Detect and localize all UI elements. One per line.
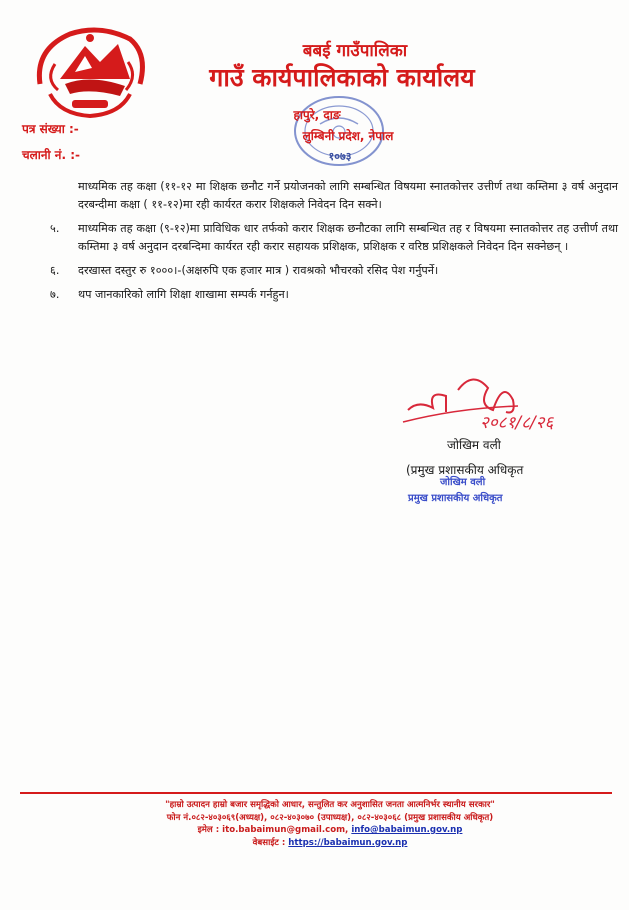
municipality-name: बबई गाउँपालिका	[302, 41, 408, 61]
footer-email	[60, 824, 600, 837]
stamp-number: १०७३	[328, 150, 352, 163]
location-line-1: हापुरे, दाङ	[293, 108, 341, 122]
paragraph-text: थप जानकारिको लागि शिक्षा शाखामा सम्पर्क गर्नहुन।	[78, 288, 289, 301]
paragraph-number: ५.	[50, 222, 60, 235]
body-paragraph	[50, 220, 618, 256]
body-paragraph	[50, 286, 618, 304]
paragraph-number: ७.	[50, 288, 60, 301]
footer	[60, 799, 600, 849]
paragraph-text: माध्यमिक तह कक्षा (११-१२ मा शिक्षक छनौट गर्ने प्रयोजनको लागि सम्बन्धित विषयमा स्नातकोत्तर उत्तीर्ण तथा कम्तिमा ३ वर्ष अनुदान दरबन्दीमा कक्षा ( ११-१२)मा रही कार्यरत करार शिक्षकले निवेदन दिन सक्ने।	[78, 180, 618, 211]
footer-website-link[interactable]: https://babaimun.gov.np	[288, 837, 408, 848]
footer-email-label: इमेल : ito.babaimun@gmail.com,	[197, 825, 349, 835]
dispatch-number-label: चलानी नं. :-	[22, 148, 80, 162]
paragraph-text: दरखास्त दस्तुर रु १०००।-(अक्षरुपि एक हजार मात्र ) रावश्रको भौचरको रसिद पेश गर्नुपर्ने।	[78, 264, 439, 277]
footer-phone: फोन नं.०८२-४०३०६९(अध्यक्ष), ०८२-४०३०७० (उपाध्यक्ष), ०८२-४०३०६८ (प्रमुख प्रशासकीय अधिकृत)	[166, 812, 494, 823]
footer-website	[60, 837, 600, 850]
footer-motto: "हाम्रो उत्पादन हाम्रो बजार समृद्धिको आधार, सन्तुलित कर अनुशासित जनता आत्मनिर्भर स्थानीय सरकार"	[165, 800, 495, 810]
body-paragraph	[50, 262, 618, 280]
footer-email-link[interactable]: info@babaimun.gov.np	[351, 825, 463, 835]
stamp-signatory-title: प्रमुख प्रशासकीय अधिकृत	[408, 493, 503, 504]
signature-date: २०८१/८/२६	[480, 413, 554, 433]
nepal-emblem-logo	[30, 24, 148, 122]
paragraph-number: ६.	[50, 264, 60, 277]
stamp-signatory-name: जोखिम वली	[440, 477, 486, 488]
location-line-2: लुम्बिनी प्रदेश, नेपाल	[302, 129, 394, 143]
letter-body	[50, 178, 618, 310]
signatory-name: जोखिम वली	[447, 438, 501, 452]
paragraph-text: माध्यमिक तह कक्षा (९-१२)मा प्राविधिक धार तर्फको करार शिक्षक छनौटका लागि सम्बन्धित तह र विषयमा स्नातकोत्तर तह उत्तीर्ण तथा कम्तिमा ३ वर्ष अनुदान दरबन्दिमा कार्यरत रही करार सहायक प्रशिक्षक, प्रशिक्षक र वरिष्ठ प्रशिक्षकले निवेदन दिन सक्नेछन् ।	[78, 222, 618, 253]
footer-website-label: वेबसाईट :	[252, 837, 286, 848]
office-name: गाउँ कार्यपालिकाको कार्यालय	[209, 63, 475, 92]
reference-number-label: पत्र संख्या :-	[22, 122, 79, 136]
footer-divider	[20, 792, 612, 794]
signatory-title: (प्रमुख प्रशासकीय अधिकृत	[406, 463, 524, 477]
body-paragraph	[78, 178, 618, 214]
